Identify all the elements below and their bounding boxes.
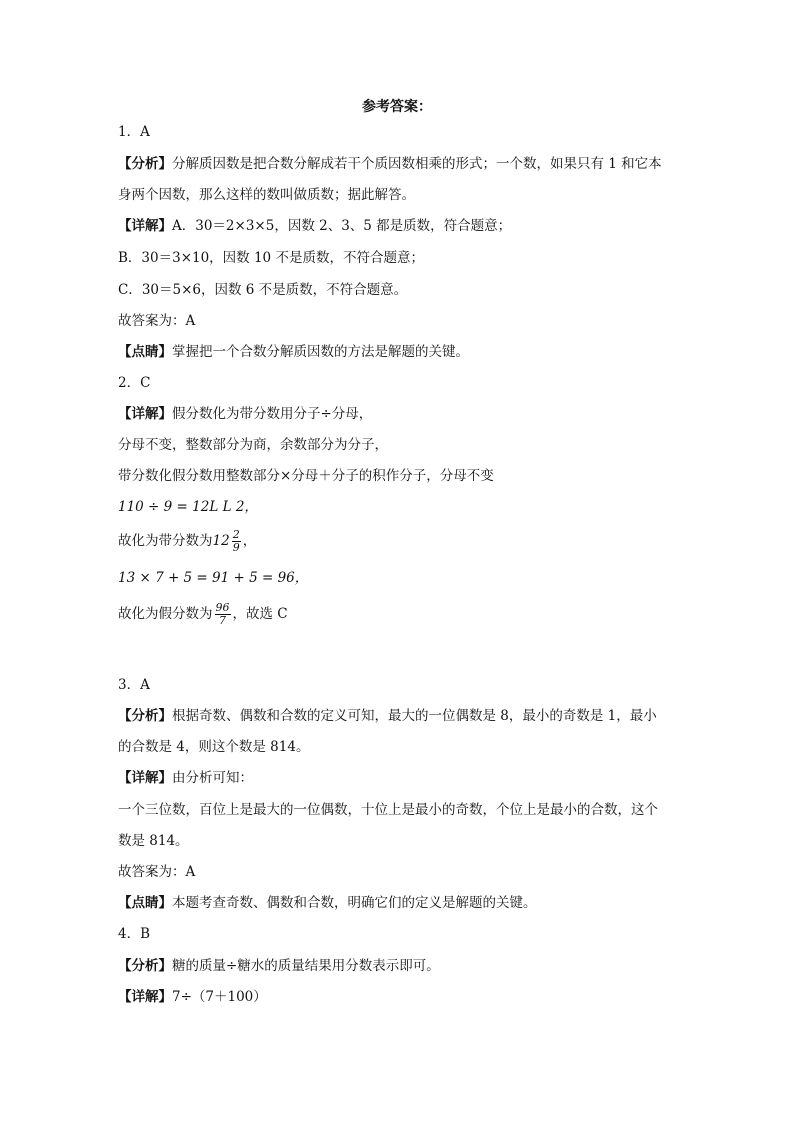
- q2-mixed-line: [118, 528, 256, 554]
- q3-head: 3．A: [118, 677, 150, 693]
- q2-detail-line: [118, 404, 372, 424]
- q1-detail-line: [118, 216, 511, 236]
- q2-detail-text: 假分数化为带分数用分子÷分母，: [172, 406, 373, 422]
- q4-analysis-text: 糖的质量÷糖水的质量结果用分数表示即可。: [172, 958, 440, 974]
- q4-detail-line: [118, 987, 267, 1007]
- q1-tip-text: 掌握把一个合数分解质因数的方法是解题的关键。: [172, 344, 469, 360]
- q2-improper-line: [118, 601, 288, 627]
- fraction-numerator: 2: [232, 528, 240, 541]
- q2-mixed-prefix: 故化为带分数为: [118, 533, 213, 549]
- q3-tip-line: [118, 893, 537, 913]
- q1-detail-a: A．30＝2×3×5，因数 2、3、5 都是质数，符合题意；: [172, 218, 512, 234]
- fraction-denominator: 9: [232, 541, 240, 554]
- q3-analysis-cont: 的合数是 4，则这个数是 814。: [118, 739, 310, 755]
- q3-answer: 故答案为：A: [118, 864, 196, 880]
- detail-tag: 【详解】: [118, 989, 172, 1005]
- q4-detail-text: 7÷（7＋100）: [172, 989, 267, 1005]
- mixed-number-whole: 12: [212, 533, 230, 549]
- q1-analysis-line: [118, 154, 662, 174]
- analysis-tag: 【分析】: [118, 958, 172, 974]
- q1-analysis-cont: 身两个因数，那么这样的数叫做质数；据此解答。: [118, 187, 415, 203]
- q3-detail-3: 数是 814。: [118, 833, 189, 849]
- q3-tip-text: 本题考查奇数、偶数和合数，明确它们的定义是解题的关键。: [172, 895, 537, 911]
- improper-fraction: [215, 602, 231, 627]
- q2-head: 2．C: [118, 375, 151, 391]
- q1-answer: 故答案为：A: [118, 313, 196, 329]
- q2-line-2: 分母不变，整数部分为商，余数部分为分子，: [118, 437, 388, 453]
- q3-detail-text: 由分析可知：: [172, 770, 253, 786]
- q1-tip-line: [118, 342, 469, 362]
- q1-analysis-text: 分解质因数是把合数分解成若干个质因数相乘的形式；一个数，如果只有 1 和它本: [172, 156, 662, 172]
- q1-detail-b: B．30＝3×10，因数 10 不是质数，不符合题意；: [118, 250, 424, 266]
- q2-calc-1: 110 ÷ 9 = 12L L 2，: [118, 499, 258, 515]
- q3-analysis-text: 根据奇数、偶数和合数的定义可知，最大的一位偶数是 8，最小的奇数是 1，最小: [172, 708, 657, 724]
- q1-detail-c: C．30＝5×6，因数 6 不是质数，不符合题意。: [118, 282, 408, 298]
- detail-tag: 【详解】: [118, 406, 172, 422]
- detail-tag: 【详解】: [118, 770, 172, 786]
- fraction-denominator: 7: [219, 614, 226, 627]
- tip-tag: 【点睛】: [118, 344, 172, 360]
- q3-analysis-line: [118, 706, 657, 726]
- detail-tag: 【详解】: [118, 218, 172, 234]
- analysis-tag: 【分析】: [118, 156, 172, 172]
- analysis-tag: 【分析】: [118, 708, 172, 724]
- page-title: 参考答案：: [362, 99, 432, 115]
- fraction-numerator: 96: [215, 601, 230, 614]
- q2-mixed-suffix: ，: [242, 533, 257, 549]
- q2-line-3: 带分数化假分数用整数部分×分母＋分子的积作分子，分母不变: [118, 468, 494, 484]
- q2-improper-suffix: ，故选 C: [232, 606, 288, 622]
- q2-calc-2: 13 × 7 + 5 = 91 + 5 = 96，: [118, 570, 309, 586]
- q4-head: 4．B: [118, 926, 151, 942]
- tip-tag: 【点睛】: [118, 895, 172, 911]
- mixed-number-fraction: [232, 529, 241, 554]
- q2-improper-prefix: 故化为假分数为: [118, 606, 213, 622]
- q3-detail-2: 一个三位数，百位上是最大的一位偶数，十位上是最小的奇数，个位上是最小的合数，这个: [118, 802, 658, 818]
- q4-analysis-line: [118, 956, 440, 976]
- q3-detail-line: [118, 768, 253, 788]
- q1-head: 1．A: [118, 124, 150, 140]
